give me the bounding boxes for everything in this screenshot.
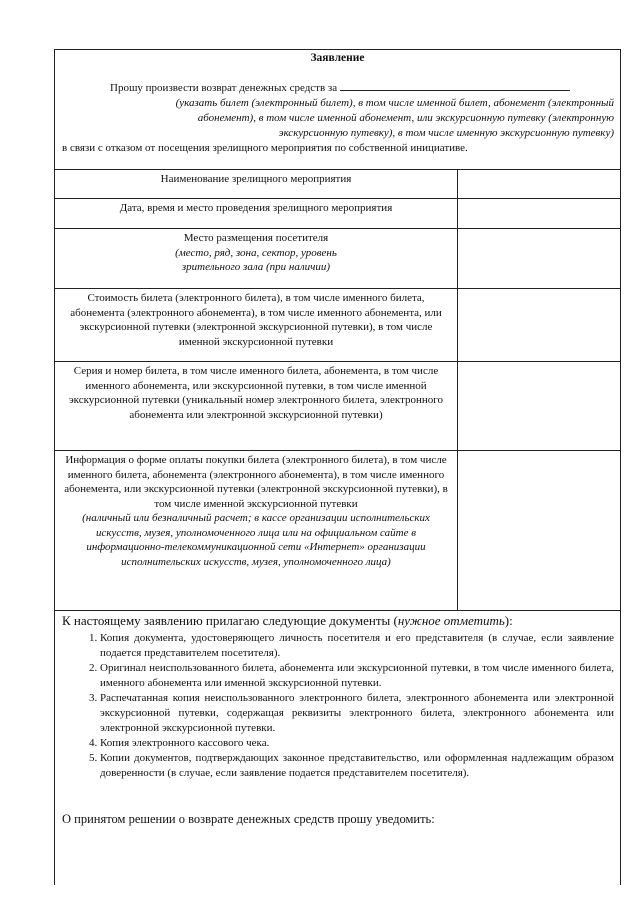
list-item[interactable]: 5. Копии документов, подтверждающих законное представительство, или оформленная надлежащим образом доверенности (в случае, если заявление подается представителем посетителя). [100, 751, 614, 781]
price-field[interactable] [458, 289, 621, 362]
table-row [55, 199, 621, 229]
table-row [55, 170, 621, 199]
intro-line [62, 80, 614, 96]
table-row [55, 451, 621, 611]
intro-hint-1: (указать билет (электронный билет), в том числе именной билет, абонемент (электронный [175, 97, 614, 109]
attachments-block [62, 613, 614, 781]
event-date-field[interactable] [458, 199, 621, 229]
form-title: Заявление [310, 52, 365, 64]
row-label: Серия и номер билета, в том числе именного билета, абонемента, в том числе именного абонемента, или экскурсионной путевки, в том числе именной экскурсионной путевки (уникальный номер электронного билета, электронного абонемента или электронной экскурсионной путевки) [55, 362, 458, 451]
row-note: (место, ряд, зона, сектор, уровень зрительного зала (при наличии) [175, 246, 337, 273]
attachments-heading: К настоящему заявлению прилагаю следующие документы (нужное отметить): [62, 613, 513, 628]
row-label: Дата, время и место проведения зрелищного мероприятия [55, 199, 458, 229]
attachments-list [62, 631, 614, 781]
seat-field[interactable] [458, 229, 621, 289]
table-row [55, 362, 621, 451]
list-item[interactable]: 3. Распечатанная копия неиспользованного электронного билета, электронного абонемента или электронной экскурсионной путевки, содержащая реквизиты электронного билета, электронного абонемента или электронной экскурсионной путевки. [100, 691, 614, 736]
intro-text: Прошу произвести возврат денежных средств за [110, 82, 338, 94]
intro-end: в связи с отказом от посещения зрелищного мероприятия по собственной инициативе. [62, 142, 468, 154]
ticket-number-field[interactable] [458, 362, 621, 451]
row-label: Стоимость билета (электронного билета), в том числе именного билета, абонемента (электронного абонемента), в том числе именного абонемента, или экскурсионной путевки (электронной экскурсионной путевки), в том числе именной экскурсионной путевки [55, 289, 458, 362]
list-item[interactable]: 4. Копия электронного кассового чека. [100, 736, 614, 751]
list-item[interactable]: 2. Оригинал неиспользованного билета, абонемента или экскурсионной путевки, в том числе именного билета, именного абонемента или именной экскурсионной путевки. [100, 661, 614, 691]
intro-block [62, 80, 614, 156]
table-row [55, 229, 621, 289]
row-note: (наличный или безналичный расчет; в кассе организации исполнительских искусств, музея, уполномоченного лица или на официальном сайте в информационно-телекоммуникационной сети «Интернет» организации исполнительских искусств, музея, уполномоченного лица) [82, 512, 430, 568]
row-label: Место размещения посетителя (место, ряд, зона, сектор, уровень зрительного зала (при наличии) [55, 229, 458, 289]
payment-info-field[interactable] [458, 451, 621, 611]
refund-item-field[interactable] [340, 80, 570, 91]
row-label: Наименование зрелищного мероприятия [55, 170, 458, 199]
notify-line: О принятом решении о возврате денежных средств прошу уведомить: [62, 812, 435, 826]
table-row [55, 289, 621, 362]
intro-hint-2: абонемент), в том числе именной абонемент, или экскурсионную путевку (электронную [197, 112, 614, 124]
intro-hint-3: экскурсионную путевку), в том числе именную экскурсионную путевку) [278, 127, 614, 139]
list-item[interactable]: 1. Копия документа, удостоверяющего личность посетителя и его представителя (в случае, если заявление подается представителем посетителя). [100, 631, 614, 661]
row-label: Информация о форме оплаты покупки билета (электронного билета), в том числе именного билета, абонемента (электронного абонемента), в том числе именного абонемента, или экскурсионной путевки (электронной экскурсионной путевки), в том числе именной экскурсионной путевки (наличный или безналичный расчет; в кассе организации исполнительских искусств, музея, уполномоченного лица или на официальном сайте в информационно-телекоммуникационной сети «Интернет» организации исполнительских искусств, музея, уполномоченного лица) [55, 451, 458, 611]
event-table [54, 169, 621, 611]
event-name-field[interactable] [458, 170, 621, 199]
